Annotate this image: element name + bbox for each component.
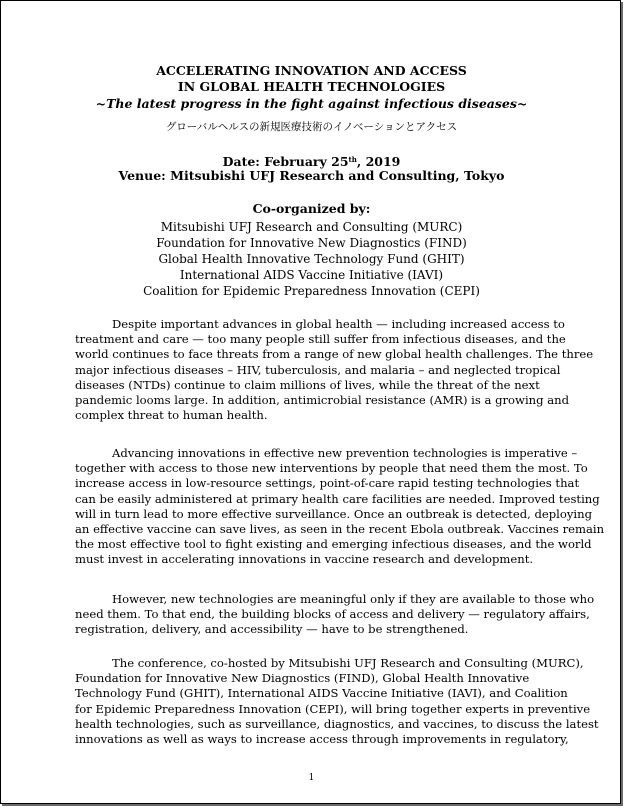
coorganizer-ghit: Global Health Innovative Technology Fund (GHIT) bbox=[158, 252, 465, 266]
paragraph-line: major infectious diseases – HIV, tuberculosis, and malaria – and neglected tropical bbox=[75, 362, 561, 377]
paragraph-line: together with access to those new interventions by people that need them the most. To bbox=[75, 461, 588, 476]
paragraph-line: Foundation for Innovative New Diagnostics (FIND), Global Health Innovative bbox=[75, 671, 530, 686]
paragraph-line: will in turn lead to more effective surveillance. Once an outbreak is detected, deploying bbox=[75, 506, 593, 521]
paragraph-line: pandemic looms large. In addition, antimicrobial resistance (AMR) is a growing and bbox=[75, 393, 570, 408]
paragraph-line: Despite important advances in global health — including increased access to bbox=[112, 317, 565, 331]
paragraph-3 bbox=[75, 592, 595, 638]
paragraph-2 bbox=[75, 446, 605, 568]
paragraph-line: treatment and care — too many people still suffer from infectious diseases, and the bbox=[75, 332, 566, 347]
coorganizers-label: Co-organized by: bbox=[252, 201, 371, 216]
coorganizer-iavi: International AIDS Vaccine Initiative (IAVI) bbox=[179, 268, 444, 282]
paragraph-line: increase access in low-resource settings, point-of-care rapid testing technologies that bbox=[75, 476, 580, 491]
paragraph-line: an effective vaccine can save lives, as seen in the recent Ebola outbreak. Vaccines remain bbox=[75, 522, 605, 537]
paragraph-line: Technology Fund (GHIT), International AIDS Vaccine Initiative (IAVI), and Coalition bbox=[75, 686, 568, 701]
paragraph-1 bbox=[75, 317, 594, 423]
paragraph-line: innovations as well as ways to increase access through improvements in regulatory, bbox=[75, 732, 569, 747]
coorganizer-cepi: Coalition for Epidemic Preparedness Innovation (CEPI) bbox=[143, 284, 480, 298]
japanese-title: グローバルヘルスの新規医療技術のイノベーションとアクセス bbox=[165, 121, 458, 133]
paragraph-line: can be easily administered at primary health care facilities are needed. Improved testing bbox=[75, 491, 600, 506]
subtitle: ~The latest progress in the fight against infectious diseases~ bbox=[95, 96, 528, 111]
coorganizer-murc: Mitsubishi UFJ Research and Consulting (MURC) bbox=[160, 220, 463, 234]
paragraph-line: must invest in accelerating innovations in vaccine research and development. bbox=[75, 552, 534, 567]
paragraph-line: However, new technologies are meaningful only if they are available to those who bbox=[112, 592, 595, 606]
paragraph-line: the most effective tool to fight existing and emerging infectious diseases, and the world bbox=[75, 537, 592, 552]
paragraph-line: Advancing innovations in effective new prevention technologies is imperative – bbox=[112, 446, 578, 460]
title-line-2: IN GLOBAL HEALTH TECHNOLOGIES bbox=[177, 79, 446, 94]
page-number: 1 bbox=[308, 773, 315, 783]
event-date-prefix: Date: February 25 bbox=[222, 154, 349, 169]
event-date-year: , 2019 bbox=[356, 154, 401, 169]
paragraph-line: The conference, co-hosted by Mitsubishi UFJ Research and Consulting (MURC), bbox=[112, 656, 584, 670]
paragraph-line: world continues to face threats from a range of new global health challenges. The three bbox=[75, 347, 594, 362]
paragraph-4 bbox=[75, 656, 599, 747]
event-venue: Venue: Mitsubishi UFJ Research and Consulting, Tokyo bbox=[118, 168, 505, 183]
title-line-1: ACCELERATING INNOVATION AND ACCESS bbox=[156, 63, 467, 78]
paragraph-line: diseases (NTDs) continue to claim millions of lives, while the threat of the next bbox=[75, 377, 540, 392]
coorganizer-find: Foundation for Innovative New Diagnostics (FIND) bbox=[156, 236, 467, 250]
paragraph-line: for Epidemic Preparedness Innovation (CEPI), will bring together experts in preventive bbox=[75, 701, 591, 716]
paragraph-line: registration, delivery, and accessibility — have to be strengthened. bbox=[75, 622, 469, 637]
paragraph-line: complex threat to human health. bbox=[75, 408, 268, 423]
paragraph-line: need them. To that end, the building blocks of access and delivery — regulatory affairs, bbox=[75, 607, 590, 622]
paragraph-line: health technologies, such as surveillance, diagnostics, and vaccines, to discuss the latest bbox=[75, 716, 599, 731]
event-date-suffix: th bbox=[348, 155, 357, 164]
